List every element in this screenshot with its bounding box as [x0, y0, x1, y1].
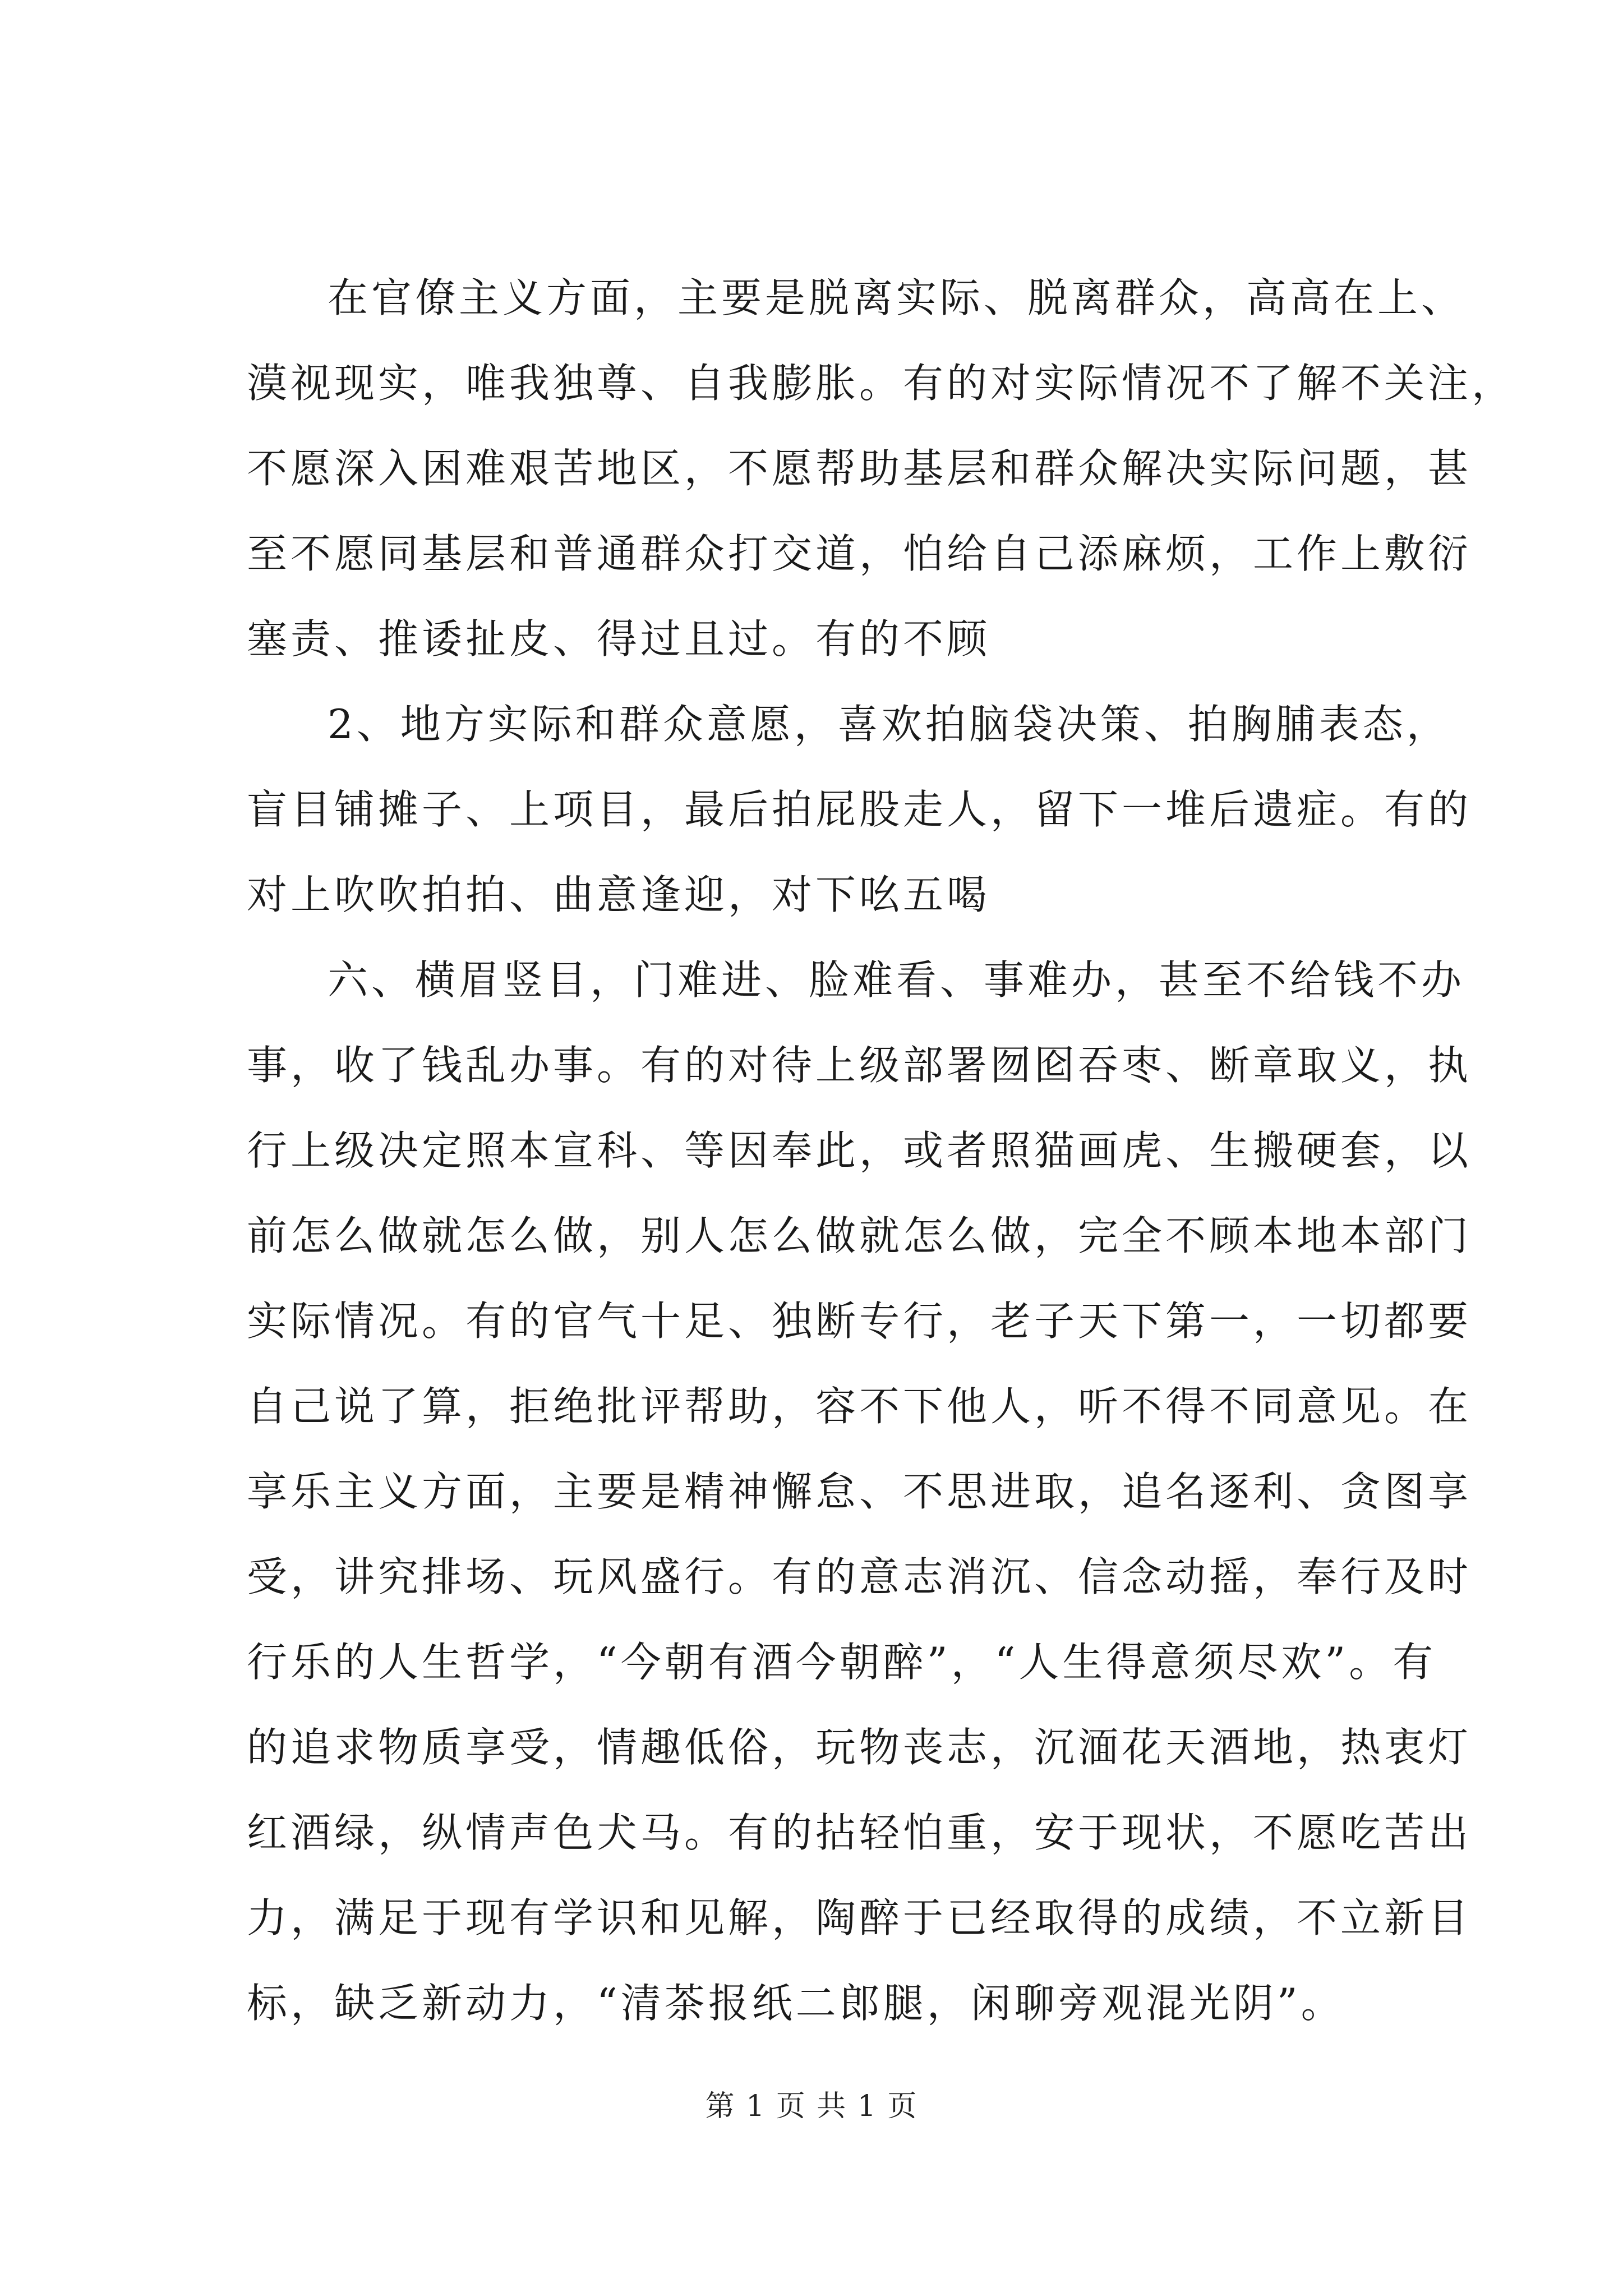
paragraph-line: 对上吹吹拍拍、曲意逢迎，对下吆五喝	[247, 871, 991, 918]
paragraph-line: 漠视现实，唯我独尊、自我膨胀。有的对实际情况不了解不关注，	[247, 360, 1516, 407]
paragraph-line: 享乐主义方面，主要是精神懈怠、不思进取，追名逐利、贪图享	[247, 1468, 1472, 1515]
paragraph-line: 塞责、推诿扯皮、得过且过。有的不顾	[247, 615, 991, 662]
paragraph-line: 至不愿同基层和普通群众打交道，怕给自己添麻烦，工作上敷衍	[247, 530, 1472, 577]
paragraph-3	[247, 937, 1472, 2046]
paragraph-line: 行乐的人生哲学，“今朝有酒今朝醉”，“人生得意须尽欢”。有	[247, 1639, 1437, 1686]
paragraph-line: 标，缺乏新动力，“清茶报纸二郎腿，闲聊旁观混光阴”。	[247, 1980, 1345, 2027]
paragraph-line: 自己说了算，拒绝批评帮助，容不下他人，听不得不同意见。在	[247, 1383, 1472, 1430]
page-number-label: 第 1 页 共 1 页	[705, 2090, 918, 2123]
paragraph-line: 盲目铺摊子、上项目，最后拍屁股走人，留下一堆后遗症。有的	[247, 786, 1472, 833]
paragraph-line: 受，讲究排场、玩风盛行。有的意志消沉、信念动摇，奉行及时	[247, 1553, 1472, 1600]
paragraph-line: 实际情况。有的官气十足、独断专行，老子天下第一，一切都要	[247, 1297, 1472, 1345]
paragraph-2	[247, 682, 1472, 937]
paragraph-1	[247, 255, 1516, 682]
paragraph-line: 力，满足于现有学识和见解，陶醉于已经取得的成绩，不立新目	[247, 1894, 1472, 1941]
page-footer	[0, 2087, 1623, 2126]
document-body	[247, 255, 1516, 2046]
paragraph-line: 不愿深入困难艰苦地区，不愿帮助基层和群众解决实际问题，甚	[247, 445, 1472, 492]
paragraph-line: 红酒绿，纵情声色犬马。有的拈轻怕重，安于现状，不愿吃苦出	[247, 1809, 1472, 1856]
paragraph-line: 前怎么做就怎么做，别人怎么做就怎么做，完全不顾本地本部门	[247, 1212, 1472, 1259]
paragraph-line: 事，收了钱乱办事。有的对待上级部署囫囵吞枣、断章取义，执	[247, 1042, 1472, 1089]
paragraph-line: 行上级决定照本宣科、等因奉此，或者照猫画虎、生搬硬套，以	[247, 1127, 1472, 1174]
paragraph-line: 六、横眉竖目，门难进、脸难看、事难办，甚至不给钱不办	[328, 956, 1465, 1004]
paragraph-line: 的追求物质享受，情趣低俗，玩物丧志，沉湎花天酒地，热衷灯	[247, 1724, 1472, 1771]
paragraph-line: 在官僚主义方面，主要是脱离实际、脱离群众，高高在上、	[328, 274, 1465, 321]
paragraph-line: 2、地方实际和群众意愿，喜欢拍脑袋决策、拍胸脯表态，	[328, 701, 1450, 748]
